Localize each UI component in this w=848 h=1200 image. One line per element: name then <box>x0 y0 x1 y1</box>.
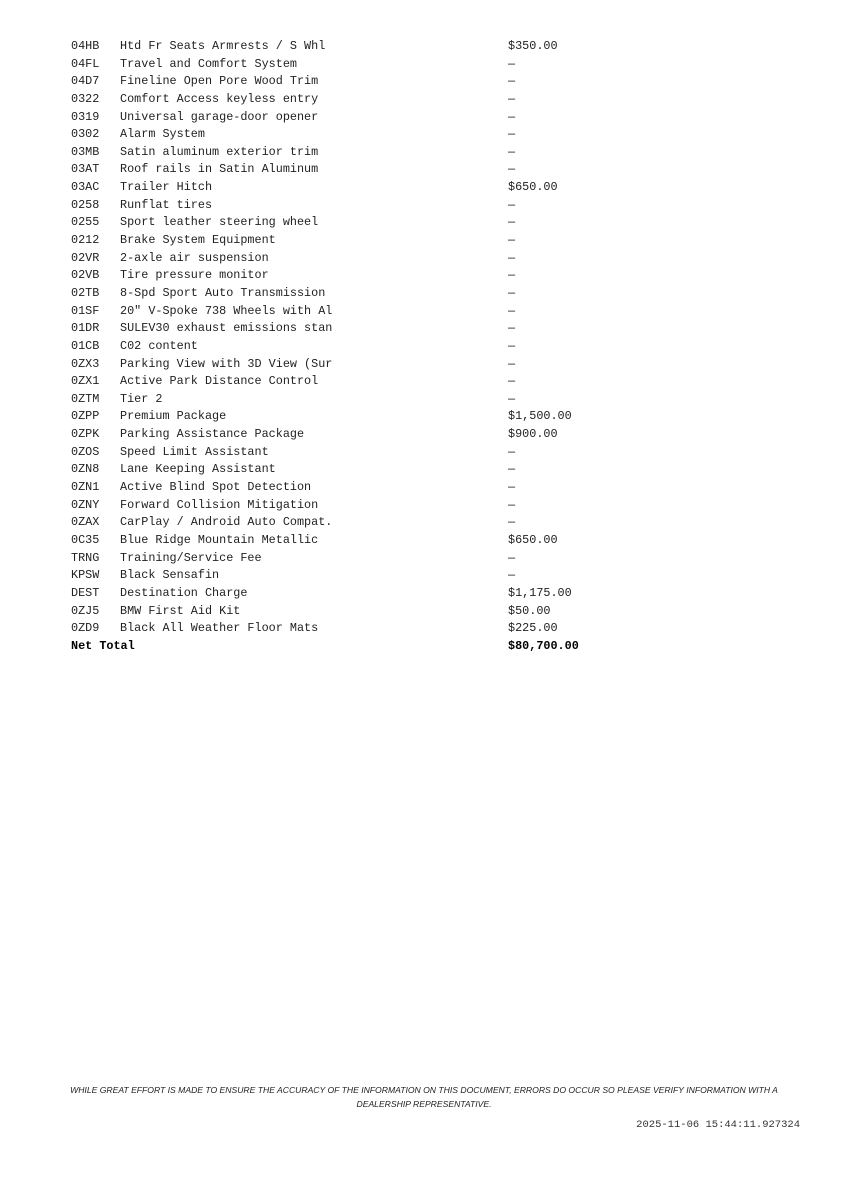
option-description: Destination Charge <box>120 585 248 600</box>
option-code: 03AT <box>71 162 100 177</box>
option-price: — <box>508 550 516 565</box>
option-price: — <box>508 215 516 230</box>
option-code: 0ZX1 <box>71 374 100 389</box>
option-price: — <box>508 109 516 124</box>
option-price: — <box>508 338 516 353</box>
option-description: Runflat tires <box>120 197 213 212</box>
option-description: Black Sensafin <box>120 568 220 583</box>
option-description: Premium Package <box>120 409 227 424</box>
option-price: — <box>508 497 516 512</box>
option-description: Active Blind Spot Detection <box>120 480 312 495</box>
option-price: — <box>508 56 516 71</box>
option-description: SULEV30 exhaust emissions stan <box>120 321 333 336</box>
option-code: 04HB <box>71 39 100 53</box>
option-price: — <box>508 568 516 583</box>
option-code: 04FL <box>71 56 100 71</box>
option-code: 0258 <box>71 197 100 212</box>
option-code: 0302 <box>71 127 100 142</box>
option-price: $650.00 <box>508 180 558 195</box>
option-code: 02TB <box>71 285 100 300</box>
option-code: 01CB <box>71 338 100 353</box>
option-price: — <box>508 374 516 389</box>
option-code: 0ZTM <box>71 391 100 406</box>
option-description: Tire pressure monitor <box>120 268 269 283</box>
option-price: — <box>508 356 516 371</box>
option-price: $350.00 <box>508 39 558 53</box>
option-code: 0ZN8 <box>71 462 100 477</box>
net-total-value: $80,700.00 <box>508 638 579 653</box>
option-description: Htd Fr Seats Armrests / S Whl <box>120 39 326 53</box>
option-description: Travel and Comfort System <box>120 56 297 71</box>
option-code: 0319 <box>71 109 100 124</box>
net-total-label: Net Total <box>71 638 135 653</box>
option-price: — <box>508 74 516 89</box>
option-code: KPSW <box>71 568 100 583</box>
option-price: — <box>508 162 516 177</box>
option-code: 03AC <box>71 180 100 195</box>
option-price: — <box>508 462 516 477</box>
option-description: BMW First Aid Kit <box>120 603 241 618</box>
option-price: — <box>508 233 516 248</box>
option-code: 0ZPK <box>71 427 100 442</box>
option-description: 2-axle air suspension <box>120 250 269 265</box>
option-description: Brake System Equipment <box>120 233 276 248</box>
disclaimer <box>0 1083 848 1111</box>
timestamp: 2025-11-06 15:44:11.927324 <box>636 1119 800 1131</box>
option-code: 0ZNY <box>71 497 100 512</box>
option-description: Tier 2 <box>120 391 163 406</box>
option-price: $1,175.00 <box>508 585 572 600</box>
option-code: 0ZN1 <box>71 480 100 495</box>
option-description: 20" V-Spoke 738 Wheels with Al <box>120 303 333 318</box>
option-description: Satin aluminum exterior trim <box>120 144 319 159</box>
option-code: 02VR <box>71 250 100 265</box>
option-description: Parking Assistance Package <box>120 427 305 442</box>
option-description: CarPlay / Android Auto Compat. <box>120 515 333 530</box>
option-code: 0C35 <box>71 532 100 547</box>
option-description: Sport leather steering wheel <box>120 215 319 230</box>
option-description: Parking View with 3D View (Sur <box>120 356 333 371</box>
option-description: Trailer Hitch <box>120 180 213 195</box>
option-price: — <box>508 391 516 406</box>
option-price: — <box>508 303 516 318</box>
option-price: — <box>508 285 516 300</box>
option-price: — <box>508 515 516 530</box>
option-description: Lane Keeping Assistant <box>120 462 276 477</box>
option-description: 8-Spd Sport Auto Transmission <box>120 285 326 300</box>
option-code: 0322 <box>71 91 100 106</box>
option-code: 02VB <box>71 268 100 283</box>
option-price: — <box>508 480 516 495</box>
option-price: — <box>508 321 516 336</box>
option-price: — <box>508 444 516 459</box>
option-price: $1,500.00 <box>508 409 572 424</box>
option-description: Blue Ridge Mountain Metallic <box>120 532 319 547</box>
option-price: — <box>508 127 516 142</box>
option-code: 0ZAX <box>71 515 100 530</box>
disclaimer-line-2: DEALERSHIP REPRESENTATIVE. <box>356 1099 492 1109</box>
option-price: $50.00 <box>508 603 551 618</box>
option-description: Speed Limit Assistant <box>120 444 269 459</box>
option-description: Training/Service Fee <box>120 550 262 565</box>
option-code: 0212 <box>71 233 100 248</box>
option-price: $900.00 <box>508 427 558 442</box>
option-code: TRNG <box>71 550 100 565</box>
option-description: Universal garage-door opener <box>120 109 319 124</box>
option-price: — <box>508 197 516 212</box>
option-code: 0255 <box>71 215 100 230</box>
option-description: Roof rails in Satin Aluminum <box>120 162 319 177</box>
option-price: $650.00 <box>508 532 558 547</box>
option-price: — <box>508 268 516 283</box>
option-price: $225.00 <box>508 621 558 636</box>
option-description: Forward Collision Mitigation <box>120 497 319 512</box>
option-code: 0ZD9 <box>71 621 100 636</box>
disclaimer-line-1: WHILE GREAT EFFORT IS MADE TO ENSURE THE ACCURACY OF THE INFORMATION ON THIS DOCUMENT, ERRORS DO OCCUR SO PLEASE VERIFY INFORMATION WITH A <box>70 1085 778 1095</box>
option-price: — <box>508 91 516 106</box>
option-code: 0ZPP <box>71 409 100 424</box>
option-code: 04D7 <box>71 74 100 89</box>
option-code: 0ZJ5 <box>71 603 100 618</box>
option-price: — <box>508 144 516 159</box>
option-code: 03MB <box>71 144 100 159</box>
option-description: C02 content <box>120 338 198 353</box>
option-description: Fineline Open Pore Wood Trim <box>120 74 319 89</box>
option-description: Alarm System <box>120 127 205 142</box>
option-description: Comfort Access keyless entry <box>120 91 319 106</box>
option-price: — <box>508 250 516 265</box>
option-code: DEST <box>71 585 100 600</box>
option-code: 0ZOS <box>71 444 100 459</box>
option-description: Active Park Distance Control <box>120 374 319 389</box>
option-code: 0ZX3 <box>71 356 100 371</box>
option-code: 01DR <box>71 321 100 336</box>
option-code: 01SF <box>71 303 100 318</box>
option-description: Black All Weather Floor Mats <box>120 621 319 636</box>
